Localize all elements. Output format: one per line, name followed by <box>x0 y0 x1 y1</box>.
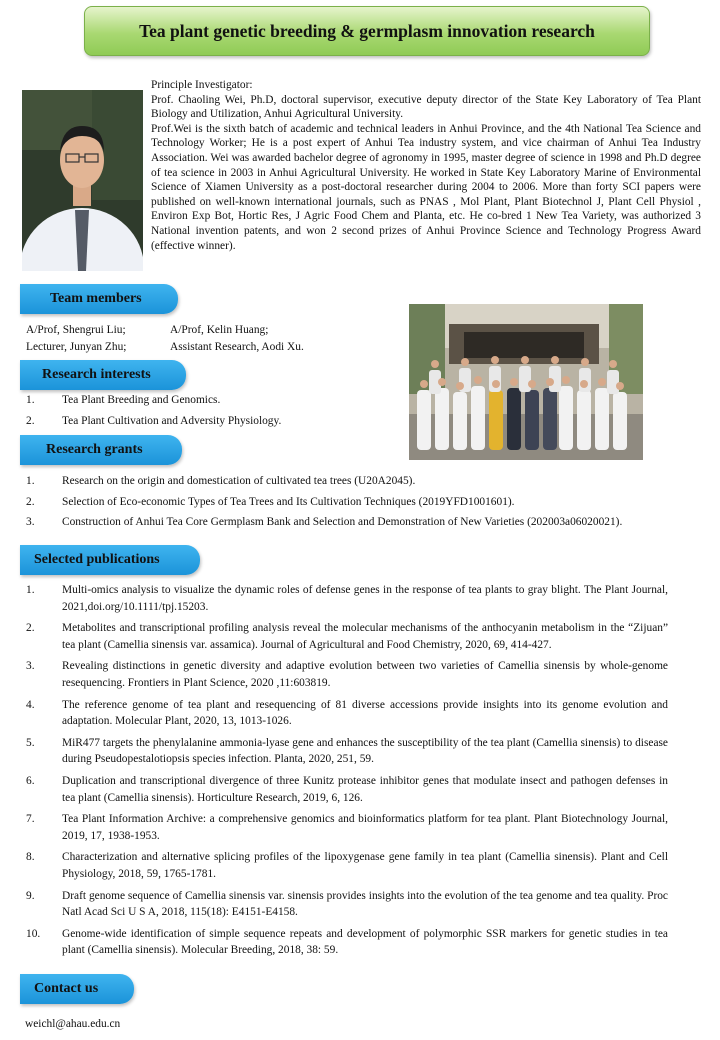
pi-portrait <box>22 90 143 271</box>
team-member: Assistant Research, Aodi Xu. <box>170 341 304 353</box>
pi-description <box>151 78 701 253</box>
list-item <box>26 849 668 882</box>
team-row <box>26 322 304 339</box>
item-number: 2. <box>26 414 35 427</box>
list-item <box>26 888 668 921</box>
section-research-interests: Research interests <box>20 360 186 390</box>
item-text: The reference genome of tea plant and resequencing of 81 diverse accessions provide insights into its genome evolution and adaptation. Molecular Plant, 2020, 13, 1013-1026. <box>62 698 668 728</box>
team-row <box>26 339 304 356</box>
pi-bio: Prof.Wei is the sixth batch of academic and technical leaders in Anhui Province, and the 4th National Tea Science and Technology Worker; He is a post expert of Anhui Tea industry system, and vice chairman of Anhui Tea Industry Association. Wei was awarded bachelor degree of agronomy in 1995, master degree of science in 1998 and Ph.D degree of tea science in 2003 in Anhui Agricultural University. He worked in State Key Laboratory Marine of Environmental Science of Xiamen University as a post-doctoral researcher during 2004 to 2006. More than forty SCI papers were published on well-known international journals, such as PNAS , Mol Plant, Plant Biotechnol J, Plant Cell Physiol , Environ Exp Bot, Hortic Res, J Agric Food Chem and Planta, etc. He co-bred 1 New Tea Variety, was authorized 3 National invention patents, and won 2 second prizes of Anhui Province Science and Technology Progress Award (effective winner). <box>151 122 701 252</box>
pi-name-line: Prof. Chaoling Wei, Ph.D, doctoral supervisor, executive deputy director of the State Key Laboratory of Tea Plant Biology and Utilization, Anhui Agricultural University. <box>151 93 701 121</box>
list-item <box>26 515 668 531</box>
item-number: 7. <box>26 813 35 826</box>
list-item <box>26 926 668 959</box>
item-number: 9. <box>26 889 35 902</box>
item-text: Multi-omics analysis to visualize the dynamic roles of defense genes in the response of tea plants to gray blight. The Plant Journal, 2021,doi.org/10.1111/tpj.15203. <box>62 584 668 613</box>
contact-email[interactable]: weichl@ahau.edu.cn <box>25 1018 121 1030</box>
item-number: 10. <box>26 927 41 940</box>
item-text: MiR477 targets the phenylalanine ammonia-lyase gene and enhances the susceptibility of the tea plant (Camellia sinensis) to disease during Pseudopestalotiopsis species infection. Planta, 2020, 251, 59. <box>62 736 668 766</box>
item-text: Selection of Eco-economic Types of Tea Trees and Its Cultivation Techniques (2019YFD1001601). <box>62 495 515 508</box>
item-text: Tea Plant Information Archive: a comprehensive genomics and bioinformatics platform for tea plant. Plant Biotechnology Journal, 2019, 17, 1938-1953. <box>62 813 668 842</box>
publications-list <box>26 582 668 964</box>
item-number: 3. <box>26 516 35 529</box>
item-text: Duplication and transcriptional divergence of three Kunitz protease inhibitor genes that modulate insect and pathogen defenses in tea plant (Camellia sinensis). Horticulture Research, 2019, 6, 126. <box>62 774 668 804</box>
item-text: Tea Plant Cultivation and Adversity Physiology. <box>62 414 282 427</box>
list-item <box>26 620 668 653</box>
list-item <box>26 495 668 511</box>
section-contact-us: Contact us <box>20 974 134 1004</box>
item-text: Construction of Anhui Tea Core Germplasm Bank and Selection and Demonstration of New Varieties (202003a06020021). <box>62 516 623 529</box>
item-number: 6. <box>26 774 35 787</box>
team-members-list <box>26 322 304 356</box>
list-item <box>26 393 281 409</box>
section-team-members: Team members <box>20 284 178 314</box>
list-item <box>26 582 668 615</box>
item-number: 8. <box>26 851 35 864</box>
grants-list <box>26 474 668 536</box>
group-photo <box>409 304 643 460</box>
item-number: 3. <box>26 660 35 673</box>
team-member: A/Prof, Shengrui Liu; <box>26 324 126 336</box>
list-item <box>26 658 668 691</box>
list-item <box>26 735 668 768</box>
list-item <box>26 414 281 430</box>
item-text: Tea Plant Breeding and Genomics. <box>62 394 221 406</box>
item-number: 1. <box>26 475 35 487</box>
item-text: Draft genome sequence of Camellia sinensis var. sinensis provides insights into the evolution of the tea genome and tea quality. Proc Natl Acad Sci U S A, 2018, 115(18): E4151-E4158. <box>62 889 668 919</box>
team-member: Lecturer, Junyan Zhu; <box>26 341 127 353</box>
item-number: 4. <box>26 698 35 711</box>
item-number: 5. <box>26 736 35 749</box>
section-selected-publications: Selected publications <box>20 545 200 575</box>
item-number: 1. <box>26 584 35 596</box>
item-text: Genome-wide identification of simple sequence repeats and development of polymorphic SSR markers for genetic studies in tea plant (Camellia sinensis). Molecular Breeding, 2018, 38: 59. <box>62 927 668 957</box>
item-text: Metabolites and transcriptional profiling analysis reveal the molecular mechanisms of the anthocyanin metabolism in the “Zijuan” tea plant (Camellia sinensis var. assamica). Journal of Agricultural and Food Chemistry, 2020, 69, 414-427. <box>62 622 668 651</box>
list-item <box>26 811 668 844</box>
pi-heading: Principle Investigator: <box>151 79 253 91</box>
section-research-grants: Research grants <box>20 435 182 465</box>
list-item <box>26 697 668 730</box>
item-number: 2. <box>26 622 35 635</box>
interests-list <box>26 393 281 434</box>
page-title: Tea plant genetic breeding & germplasm innovation research <box>84 6 650 56</box>
list-item <box>26 474 668 490</box>
item-number: 1. <box>26 394 35 406</box>
item-text: Revealing distinctions in genetic diversity and adaptive evolution between two varieties of Camellia sinensis by whole-genome resequencing. Frontiers in Plant Science, 2020 ,11:603819. <box>62 660 668 689</box>
list-item <box>26 773 668 806</box>
item-text: Characterization and alternative splicing profiles of the lipoxygenase gene family in tea plant (Camellia sinensis). Plant and Cell Physiology, 2018, 59, 1765-1781. <box>62 851 668 880</box>
item-number: 2. <box>26 495 35 508</box>
team-member: A/Prof, Kelin Huang; <box>170 324 269 336</box>
item-text: Research on the origin and domestication of cultivated tea trees (U20A2045). <box>62 475 416 487</box>
